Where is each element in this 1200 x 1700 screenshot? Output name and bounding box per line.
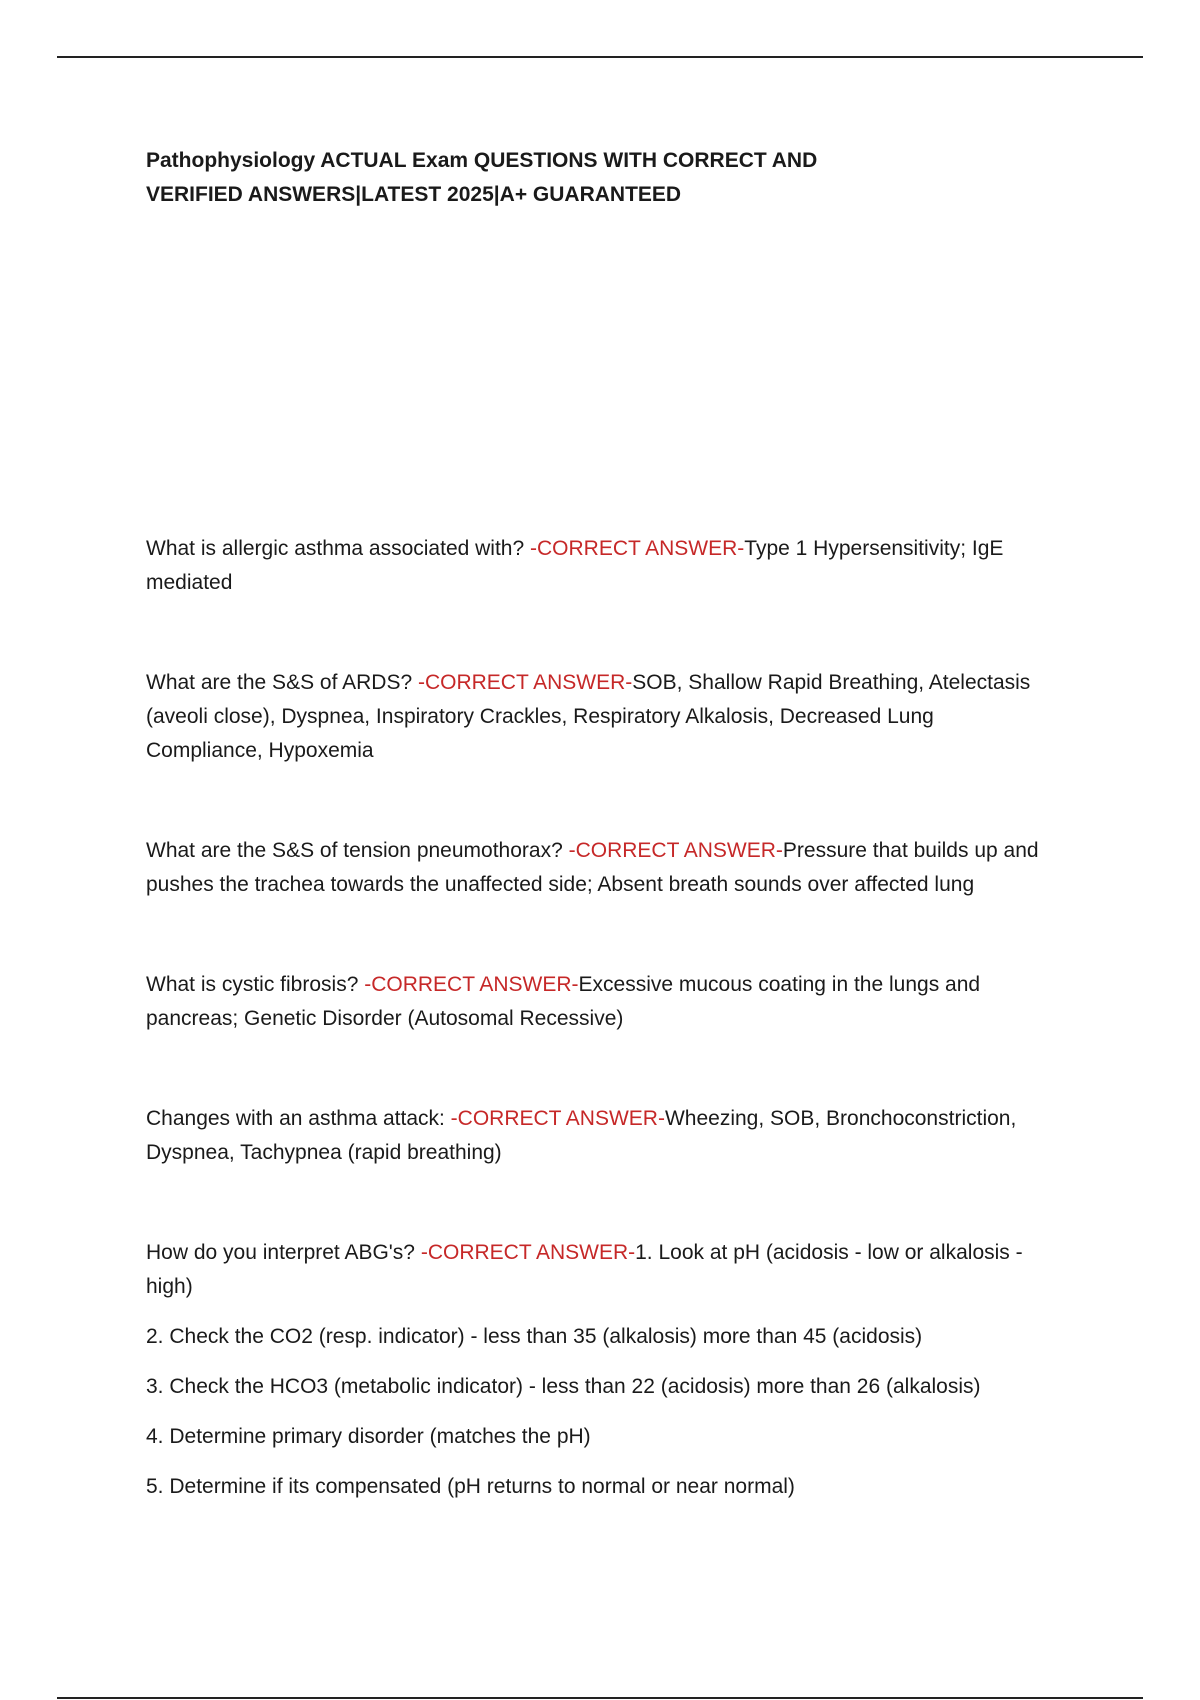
qa-list [146, 532, 1046, 1520]
header-rule [57, 56, 1143, 58]
question-text: Changes with an asthma attack: [146, 1107, 451, 1130]
abg-step: 5. Determine if its compensated (pH returns to normal or near normal) [146, 1475, 795, 1498]
answer-text: Pressure that builds up and pushes the trachea towards the unaffected side; Absent breath sounds over affected lung [146, 839, 1039, 896]
abg-step: 4. Determine primary disorder (matches the pH) [146, 1425, 591, 1448]
qa-item-6 [146, 1236, 1046, 1504]
correct-answer-marker: -CORRECT ANSWER- [450, 1107, 665, 1130]
abg-steps-list [146, 1320, 1046, 1504]
correct-answer-marker: -CORRECT ANSWER- [420, 1241, 636, 1264]
document-title: Pathophysiology ACTUAL Exam QUESTIONS WITH CORRECT AND VERIFIED ANSWERS|LATEST 2025|A+ GUARANTEED [146, 149, 818, 206]
abg-step: 2. Check the CO2 (resp. indicator) - less than 35 (alkalosis) more than 45 (acidosis) [146, 1325, 923, 1348]
correct-answer-marker: -CORRECT ANSWER- [417, 671, 633, 694]
answer-text: Wheezing, SOB, Bronchoconstriction, Dyspnea, Tachypnea (rapid breathing) [146, 1107, 1017, 1164]
qa-item-3 [146, 834, 1046, 902]
qa-item-5 [146, 1102, 1046, 1170]
question-text: What are the S&S of tension pneumothorax? [146, 839, 569, 862]
footer-rule [57, 1697, 1143, 1699]
abg-step: 3. Check the HCO3 (metabolic indicator) - less than 22 (acidosis) more than 26 (alkalosis) [146, 1375, 981, 1398]
qa-item-1 [146, 532, 1046, 600]
answer-text: Type 1 Hypersensitivity; IgE mediated [146, 537, 1004, 594]
answer-text: 1. Look at pH (acidosis - low or alkalosis - high) [146, 1241, 1023, 1298]
qa-item-6-lead [146, 1236, 1046, 1304]
question-text: What is allergic asthma associated with? [146, 537, 530, 560]
qa-item-4 [146, 968, 1046, 1036]
answer-text: SOB, Shallow Rapid Breathing, Atelectasis (aveoli close), Dyspnea, Inspiratory Crackles, Respiratory Alkalosis, Decreased Lung Compliance, Hypoxemia [146, 671, 1031, 762]
question-text: What are the S&S of ARDS? [146, 671, 418, 694]
correct-answer-marker: -CORRECT ANSWER- [568, 839, 783, 862]
question-text: How do you interpret ABG's? [146, 1241, 421, 1264]
answer-text: Excessive mucous coating in the lungs and pancreas; Genetic Disorder (Autosomal Recessive) [146, 973, 981, 1030]
document-header [146, 144, 1046, 212]
qa-item-2 [146, 666, 1046, 768]
question-text: What is cystic fibrosis? [146, 973, 365, 996]
correct-answer-marker: -CORRECT ANSWER- [530, 537, 745, 560]
correct-answer-marker: -CORRECT ANSWER- [364, 973, 579, 996]
